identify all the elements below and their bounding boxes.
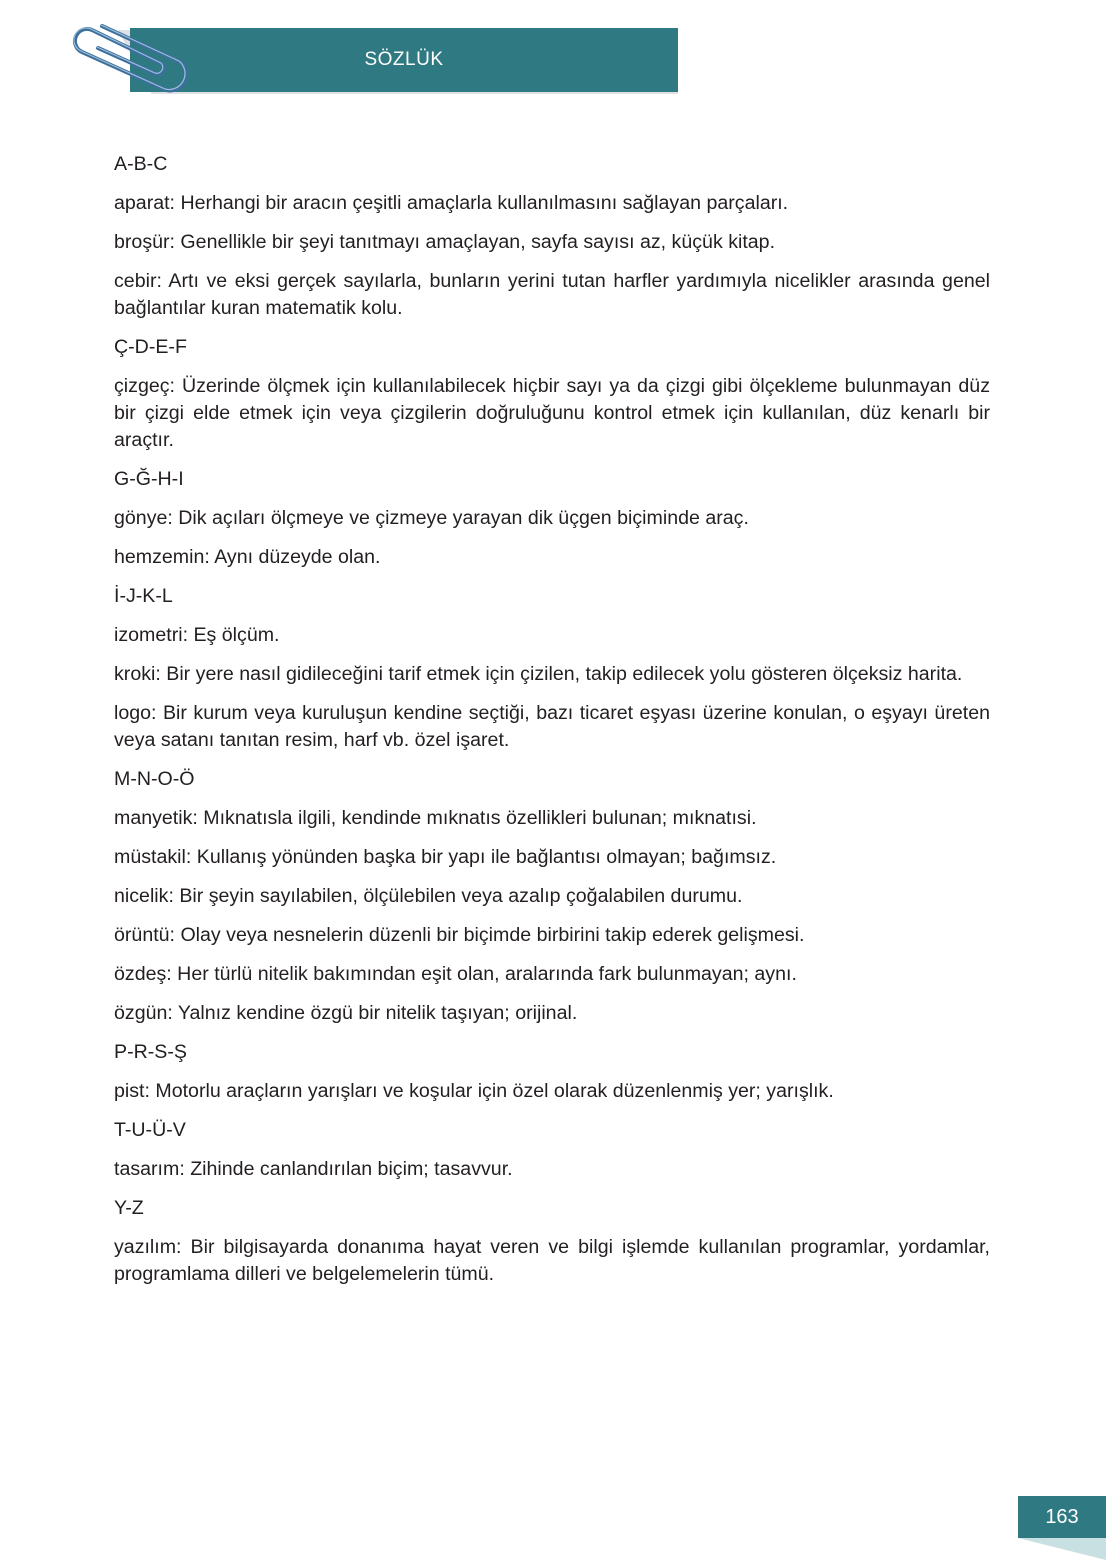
header-band [130,28,678,92]
glossary-entry: pist: Motorlu araçların yarışları ve koşular için özel olarak düzenlenmiş yer; yarışlık. [114,1080,834,1102]
glossary-list [114,151,990,1300]
glossary-entry: tasarım: Zihinde canlandırılan biçim; tasavvur. [114,1158,513,1180]
page-number-text: 163 [1045,1505,1079,1528]
section-heading: Y-Z [114,1197,144,1219]
glossary-entry: izometri: Eş ölçüm. [114,624,280,646]
paperclip-icon [62,18,212,96]
glossary-entry: özgün: Yalnız kendine özgü bir nitelik taşıyan; orijinal. [114,1002,578,1024]
section-heading: T-U-Ü-V [114,1119,186,1141]
section-heading: Ç-D-E-F [114,336,187,358]
glossary-entry: cebir: Artı ve eksi gerçek sayılarla, bunların yerini tutan harfler yardımıyla nicelikler arasında genel bağlantılar kuran matematik kolu. [114,270,990,319]
glossary-entry: kroki: Bir yere nasıl gidileceğini tarif etmek için çizilen, takip edilecek yolu gösteren ölçeksiz harita. [114,663,963,685]
glossary-entry: örüntü: Olay veya nesnelerin düzenli bir biçimde birbirini takip ederek gelişmesi. [114,924,805,946]
page-title: SÖZLÜK [364,49,444,70]
section-heading: G-Ğ-H-I [114,468,184,490]
glossary-entry: müstakil: Kullanış yönünden başka bir yapı ile bağlantısı olmayan; bağımsız. [114,846,777,868]
section-heading: İ-J-K-L [114,585,173,607]
section-heading: M-N-O-Ö [114,768,195,790]
glossary-entry: logo: Bir kurum veya kuruluşun kendine seçtiği, bazı ticaret eşyası üzerine konulan, o eşyayı üreten veya satanı tanıtan resim, harf vb. özel işaret. [114,702,990,751]
glossary-entry: özdeş: Her türlü nitelik bakımından eşit olan, aralarında fark bulunmayan; aynı. [114,963,797,985]
glossary-entry: hemzemin: Aynı düzeyde olan. [114,546,381,568]
glossary-entry: çizgeç: Üzerinde ölçmek için kullanılabilecek hiçbir sayı ya da çizgi gibi ölçekleme bulunmayan düz bir çizgi elde etmek için veya çizgilerin doğruluğunu kontrol etmek için kullanılan, düz kenarlı bir araçtır. [114,375,990,451]
section-heading: P-R-S-Ş [114,1041,187,1063]
glossary-entry: manyetik: Mıknatısla ilgili, kendinde mıknatıs özellikleri bulunan; mıknatısi. [114,807,757,829]
glossary-entry: aparat: Herhangi bir aracın çeşitli amaçlarla kullanılmasını sağlayan parçaları. [114,192,789,214]
glossary-entry: yazılım: Bir bilgisayarda donanıma hayat veren ve bilgi işlemde kullanılan programlar, yordamlar, programlama dilleri ve belgelemelerin tümü. [114,1236,990,1285]
section-heading: A-B-C [114,153,168,175]
glossary-entry: broşür: Genellikle bir şeyi tanıtmayı amaçlayan, sayfa sayısı az, küçük kitap. [114,231,776,253]
glossary-entry: gönye: Dik açıları ölçmeye ve çizmeye yarayan dik üçgen biçiminde araç. [114,507,749,529]
glossary-entry: nicelik: Bir şeyin sayılabilen, ölçülebilen veya azalıp çoğalabilen durumu. [114,885,743,907]
page-number [1018,1496,1106,1538]
page-corner [1018,1538,1106,1560]
